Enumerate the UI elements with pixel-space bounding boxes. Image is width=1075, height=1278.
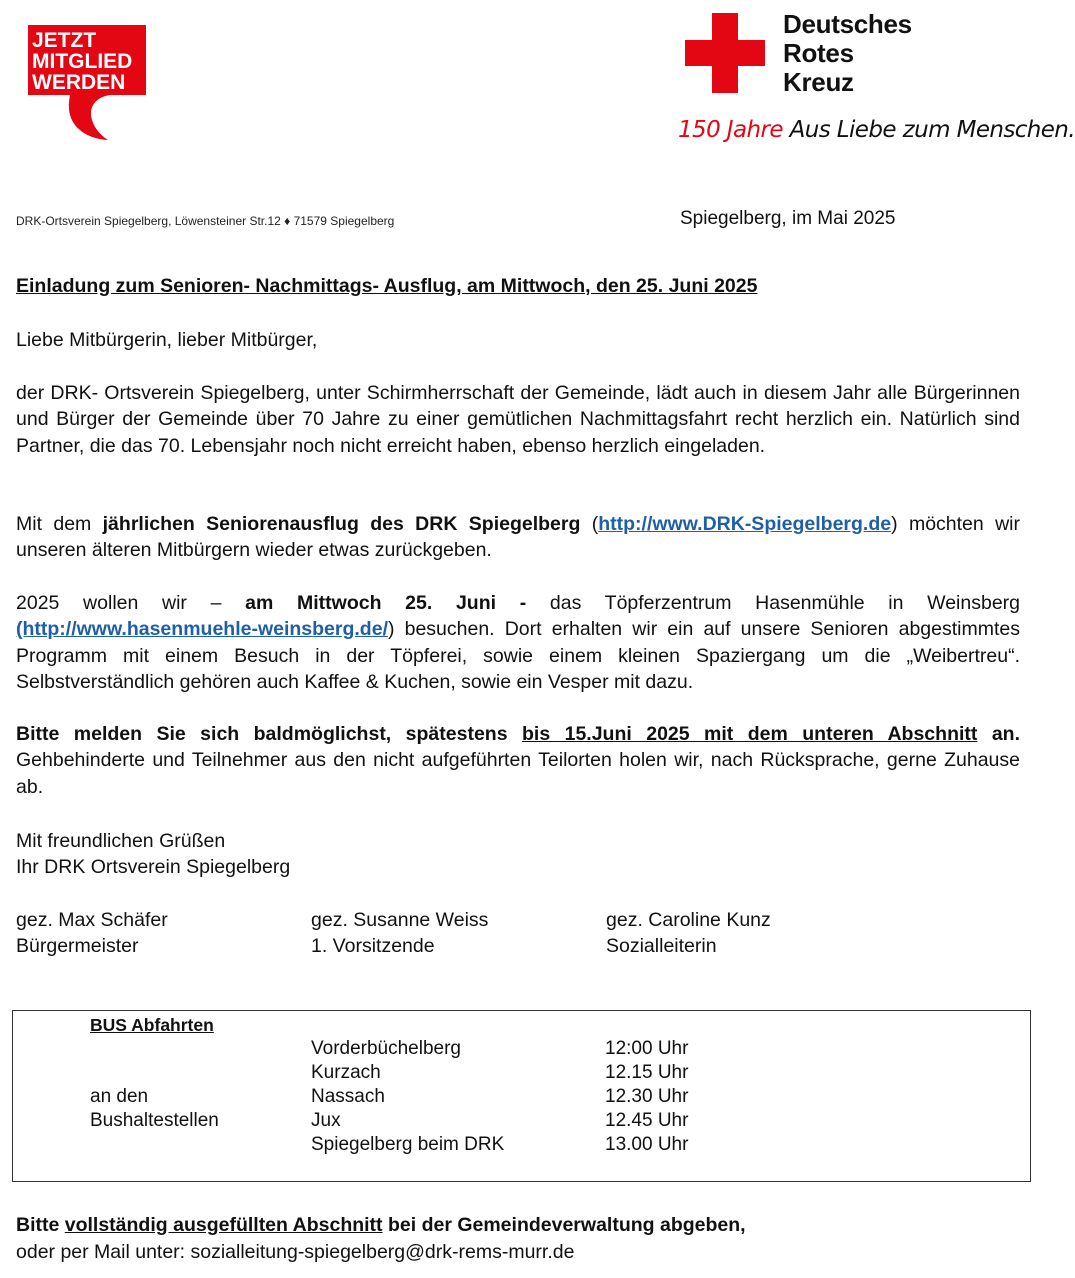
- caption-line: an den: [90, 1086, 149, 1107]
- paragraph-invitation: der DRK- Ortsverein Spiegelberg, unter Schirmherrschaft der Gemeinde, lädt auch in diesem Jahr alle Bürgerinnen und Bürger der Gemeinde über 70 Jahre zu einer gemütlichen Nachmittagsfahrt recht herzlich ein. Natürlich sind Partner, die das 70. Lebensjahr noch nicht erreicht haben, ebenso herzlich eingeladen.: [16, 382, 1020, 457]
- text: 2025 wollen wir –: [16, 592, 246, 614]
- bold-underlined-text: vollständig ausgefüllten Abschnitt: [64, 1214, 383, 1236]
- red-cross-logo-icon: [685, 13, 765, 93]
- closing: [16, 828, 290, 881]
- text: ) besuchen. Dort erhalten wir ein auf unsere Senioren abgestimmtes Programm mit einem Besuch in der Töpferei, sowie einem kleinen Spaziergang um die „Weibertreu“. Selbstverständlich gehören auch Kaffee & Kuchen, sowie ein Vesper mit dazu.: [16, 618, 1020, 693]
- badge-line-1: JETZT: [32, 29, 97, 52]
- closing-line-2: Ihr DRK Ortsverein Spiegelberg: [16, 856, 291, 879]
- membership-badge[interactable]: [28, 25, 146, 140]
- bus-stop: Nassach: [311, 1086, 385, 1107]
- org-name-line-2: Rotes: [783, 38, 854, 68]
- badge-line-3: WERDEN: [32, 71, 126, 94]
- bus-stop: Jux: [311, 1110, 341, 1131]
- hasenmuehle-website-link[interactable]: (http://www.hasenmuehle-weinsberg.de/: [16, 618, 388, 641]
- footer-line-1: [16, 1212, 746, 1239]
- signature-role: Bürgermeister: [16, 935, 139, 958]
- bold-text: Bitte: [16, 1214, 65, 1236]
- text: ) möchten wir unseren älteren Mitbürgern wieder etwas zurückgeben.: [16, 513, 1021, 562]
- bus-departures-title: BUS Abfahrten: [90, 1015, 214, 1035]
- slogan-text: Aus Liebe zum Menschen.: [789, 117, 1075, 143]
- org-name-line-1: Deutsches: [783, 9, 912, 39]
- bus-stop: Spiegelberg beim DRK: [311, 1134, 505, 1155]
- bus-stop: Kurzach: [311, 1062, 381, 1083]
- text: (: [580, 513, 599, 535]
- organization-name: [783, 10, 912, 97]
- footer-instructions: [16, 1212, 746, 1266]
- bus-time: 12:00 Uhr: [605, 1038, 689, 1059]
- footer-line-2: oder per Mail unter: sozialleitung-spiegelberg@drk-rems-murr.de: [16, 1241, 575, 1263]
- signature-name: gez. Max Schäfer: [16, 909, 168, 931]
- deadline-text: bis 15.Juni 2025 mit dem unteren Abschnitt: [521, 723, 978, 745]
- bus-time: 12.45 Uhr: [605, 1110, 689, 1131]
- text: Gehbehinderte und Teilnehmer aus den nicht aufgeführten Teilorten holen wir, nach Rücksprache, gerne Zuhause ab.: [16, 749, 1020, 798]
- signature-name: gez. Susanne Weiss: [311, 909, 489, 931]
- salutation: Liebe Mitbürgerin, lieber Mitbürger,: [16, 329, 318, 351]
- slogan-year: 150 Jahre: [678, 117, 783, 143]
- org-name-line-3: Kreuz: [783, 67, 854, 97]
- signature-social-leader: [606, 907, 771, 960]
- bold-text: jährlichen Seniorenausflug des DRK Spiegelberg: [102, 513, 581, 535]
- bus-time-list: [605, 1037, 688, 1157]
- bus-time: 12.30 Uhr: [605, 1086, 689, 1107]
- signature-name: gez. Caroline Kunz: [606, 909, 771, 931]
- caption-line: Bushaltestellen: [90, 1110, 219, 1131]
- bus-stop-list: [311, 1037, 504, 1157]
- letter-subject: Einladung zum Senioren- Nachmittags- Ausflug, am Mittwoch, den 25. Juni 2025: [16, 275, 758, 297]
- paragraph-destination: [16, 590, 1020, 695]
- badge-line-2: MITGLIED: [32, 50, 133, 73]
- bus-stops-caption: [90, 1085, 219, 1133]
- bold-text: Bitte melden Sie sich baldmöglichst, spätestens: [16, 723, 522, 745]
- bold-text: an.: [977, 723, 1021, 745]
- place-date: Spiegelberg, im Mai 2025: [680, 208, 896, 229]
- closing-line-1: Mit freundlichen Grüßen: [16, 830, 226, 852]
- bus-time: 13.00 Uhr: [605, 1134, 689, 1155]
- drk-website-link[interactable]: http://www.DRK-Spiegelberg.de: [598, 513, 892, 535]
- sender-address: DRK-Ortsverein Spiegelberg, Löwensteiner Str.12 ♦ 71579 Spiegelberg: [16, 214, 395, 228]
- bold-text: bei der Gemeindeverwaltung abgeben,: [382, 1214, 746, 1236]
- membership-badge-graphic: [28, 25, 146, 140]
- signature-role: 1. Vorsitzende: [311, 935, 435, 958]
- bus-stop: Vorderbüchelberg: [311, 1038, 461, 1059]
- paragraph-annual-trip: [16, 511, 1020, 564]
- anniversary-slogan: [678, 117, 1075, 143]
- signature-mayor: [16, 907, 168, 960]
- bus-time: 12.15 Uhr: [605, 1062, 689, 1083]
- signature-role: Sozialleiterin: [606, 935, 717, 958]
- text: das Töpferzentrum Hasenmühle in Weinsberg: [526, 592, 1021, 614]
- signature-chairwoman: [311, 907, 488, 960]
- bold-text: am Mittwoch 25. Juni -: [245, 592, 527, 614]
- paragraph-registration: [16, 721, 1020, 800]
- text: Mit dem: [16, 513, 103, 535]
